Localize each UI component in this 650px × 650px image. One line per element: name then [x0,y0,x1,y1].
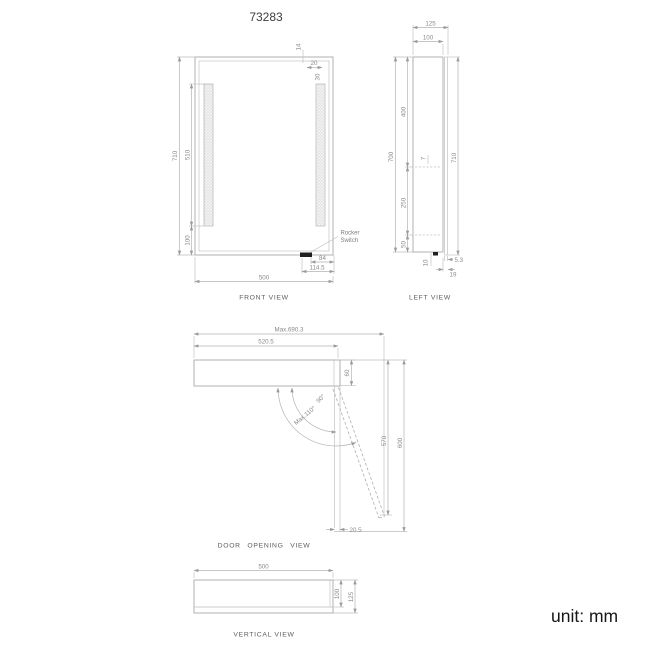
svg-text:Switch: Switch [340,238,359,244]
dim-drop-570 [381,360,388,515]
dim-bottom-inset-10 [423,253,432,266]
dim-strip-width-30 [315,73,322,80]
door-opening-view [194,327,407,550]
svg-text:14: 14 [295,43,303,51]
dim-switch-center-114-5 [302,258,334,274]
svg-text:7: 7 [420,156,428,161]
dim-door-thickness-5-3 [445,256,464,264]
front-view [172,43,360,301]
dim-depth-body-100 [333,580,344,607]
dim-drop-600 [397,360,404,532]
dim-segment-50 [400,235,407,252]
svg-text:60: 60 [344,369,351,377]
svg-text:100: 100 [422,34,434,42]
dim-width-500 [194,563,333,578]
cabinet-top-view [194,360,340,386]
dim-body-height-700 [388,57,413,252]
vertical-view-label: VERTICAL VIEW [233,631,295,639]
dim-body-width-520-5 [194,339,338,358]
dim-max-reach-690-3 [194,327,384,516]
svg-text:5.3: 5.3 [454,256,464,264]
rocker-switch [300,253,312,258]
svg-text:520.5: 520.5 [258,338,274,346]
dim-segment-400 [400,57,413,167]
svg-text:100: 100 [333,588,341,600]
dim-strip-510 [185,84,205,226]
rocker-switch-callout [311,231,360,253]
svg-text:100: 100 [184,235,192,246]
svg-text:500: 500 [258,274,270,282]
unit-note: unit: mm [551,606,619,626]
svg-text:510: 510 [184,149,192,161]
cabinet-body [413,57,443,252]
dim-depth-body-100 [413,34,443,55]
svg-text:400: 400 [400,106,408,118]
door-opening-view-label: DOOR OPENING VIEW [217,542,311,550]
svg-text:700: 700 [388,151,395,163]
svg-text:19: 19 [449,271,457,279]
svg-text:20: 20 [310,60,318,67]
svg-text:114.5: 114.5 [309,264,325,272]
led-strip-right [316,84,325,226]
angle-90-label: 90° [315,393,327,405]
front-view-label: FRONT VIEW [239,294,289,302]
left-view-label: LEFT VIEW [408,294,452,302]
dim-hole-7 [421,155,429,164]
svg-text:84: 84 [319,254,326,262]
svg-text:30: 30 [314,73,322,81]
svg-text:20.5: 20.5 [349,527,362,534]
door-open-110-dashed [333,388,385,519]
dim-panel-depth-60 [340,360,356,386]
led-strip-left [204,84,213,226]
svg-text:Max.690.3: Max.690.3 [274,326,304,334]
svg-text:600: 600 [396,437,404,449]
dim-bottom-gap-100 [185,226,192,255]
svg-text:250: 250 [400,197,408,209]
mirror-inner-frame [199,61,329,251]
dim-segment-250 [400,167,413,235]
mirror-outer-frame [195,57,333,255]
rocker-switch-side [433,252,438,256]
svg-text:50: 50 [400,241,408,248]
angle-110-label: Max.110° [292,404,318,427]
drawing-title: 73283 [249,10,283,24]
svg-text:10: 10 [422,259,430,267]
dim-bottom-offset-20-5 [326,527,362,534]
dim-total-height-710 [448,57,461,255]
svg-text:710: 710 [172,150,179,162]
svg-text:500: 500 [258,563,269,571]
dim-top-inset-14 [296,43,304,63]
vertical-view [194,563,358,638]
svg-text:125: 125 [347,591,355,603]
left-view [388,20,464,301]
cabinet-vertical-body [194,580,333,613]
svg-text:125: 125 [425,20,436,28]
svg-text:570: 570 [380,435,388,447]
svg-text:710: 710 [450,152,458,164]
svg-text:Rocker: Rocker [340,230,360,237]
mirror-door-panel [445,57,448,255]
